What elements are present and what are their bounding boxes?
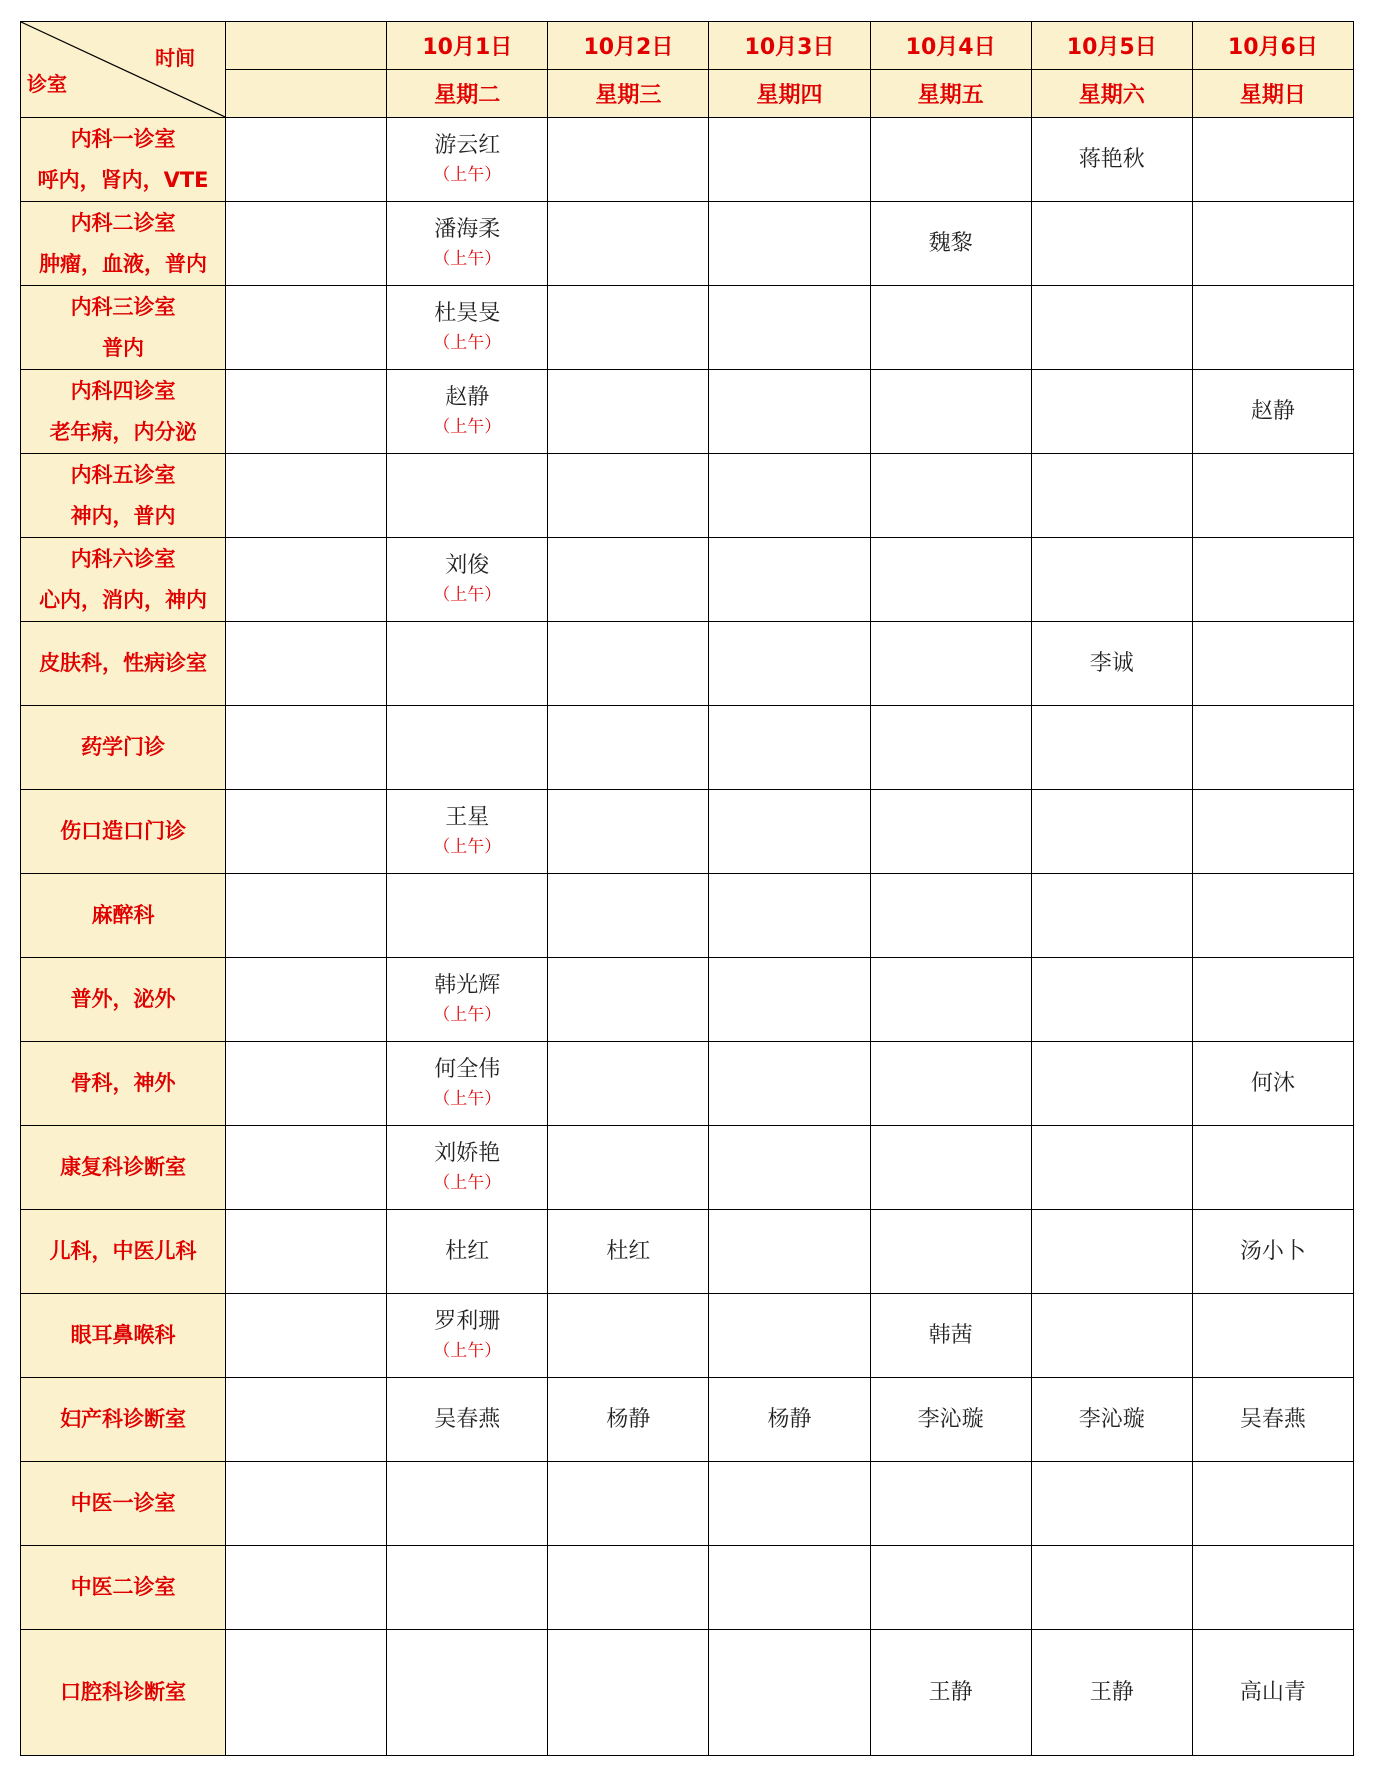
schedule-cell <box>1192 622 1353 706</box>
schedule-cell <box>1031 622 1192 706</box>
date-header: 10月2日 <box>548 22 709 70</box>
clinic-schedule-table <box>20 21 1354 1756</box>
schedule-cell <box>548 1630 709 1756</box>
schedule-cell <box>1031 1546 1192 1630</box>
schedule-cell <box>387 538 548 622</box>
weekday-header: 星期五 <box>870 70 1031 118</box>
schedule-cell <box>1192 454 1353 538</box>
schedule-cell <box>709 790 870 874</box>
schedule-cell <box>548 118 709 202</box>
schedule-cell <box>709 1378 870 1462</box>
schedule-cell <box>1192 118 1353 202</box>
schedule-cell <box>1031 454 1192 538</box>
session-note: （上午） <box>433 1172 502 1193</box>
blank-cell <box>226 370 387 454</box>
schedule-cell <box>387 1042 548 1126</box>
blank-cell <box>226 118 387 202</box>
doctor-name: 汤小卜 <box>1239 1238 1306 1264</box>
schedule-cell <box>387 1378 548 1462</box>
corner-time-label: 时间 <box>155 46 196 70</box>
session-note: （上午） <box>433 164 502 185</box>
schedule-cell <box>709 1294 870 1378</box>
table-row <box>21 1378 1354 1462</box>
schedule-cell <box>387 1210 548 1294</box>
schedule-cell <box>870 1210 1031 1294</box>
schedule-cell <box>870 874 1031 958</box>
schedule-cell <box>387 1126 548 1210</box>
schedule-cell <box>1192 538 1353 622</box>
blank-header-cell <box>226 70 387 118</box>
doctor-name: 王静 <box>928 1679 973 1705</box>
table-row <box>21 1546 1354 1630</box>
schedule-cell <box>870 538 1031 622</box>
blank-cell <box>226 538 387 622</box>
schedule-cell <box>870 1042 1031 1126</box>
table-row <box>21 1462 1354 1546</box>
schedule-cell <box>387 454 548 538</box>
room-name-cell <box>21 454 226 538</box>
doctor-name: 吴春燕 <box>434 1406 501 1432</box>
schedule-cell <box>1192 706 1353 790</box>
schedule-cell <box>1192 1378 1353 1462</box>
room-name-cell <box>21 1042 226 1126</box>
doctor-name: 何全伟 <box>434 1056 501 1082</box>
schedule-cell <box>709 454 870 538</box>
room-name-cell <box>21 286 226 370</box>
session-note: （上午） <box>433 248 502 269</box>
schedule-cell <box>548 958 709 1042</box>
schedule-cell <box>387 202 548 286</box>
room-name-cell <box>21 202 226 286</box>
table-row <box>21 370 1354 454</box>
doctor-name: 杨静 <box>767 1406 812 1432</box>
doctor-name: 王静 <box>1089 1679 1134 1705</box>
room-name-line: 妇产科诊断室 <box>60 1407 187 1431</box>
room-name-line: 内科五诊室 <box>70 462 176 487</box>
schedule-cell <box>387 370 548 454</box>
room-name-cell <box>21 1546 226 1630</box>
schedule-cell <box>548 1546 709 1630</box>
schedule-cell <box>1031 790 1192 874</box>
schedule-cell <box>870 1294 1031 1378</box>
schedule-cell <box>709 706 870 790</box>
doctor-name: 魏黎 <box>928 230 973 256</box>
schedule-cell <box>387 286 548 370</box>
schedule-cell <box>870 1462 1031 1546</box>
schedule-cell <box>709 1126 870 1210</box>
schedule-cell <box>1192 1630 1353 1756</box>
schedule-cell <box>709 202 870 286</box>
room-name-cell <box>21 1126 226 1210</box>
schedule-cell <box>1192 1546 1353 1630</box>
room-name-line: 康复科诊断室 <box>60 1155 187 1179</box>
date-header: 10月3日 <box>709 22 870 70</box>
room-name-cell <box>21 1294 226 1378</box>
room-name-line: 麻醉科 <box>91 903 155 927</box>
schedule-cell <box>1031 874 1192 958</box>
table-row <box>21 286 1354 370</box>
schedule-cell <box>1031 370 1192 454</box>
table-row <box>21 202 1354 286</box>
room-name-line: 内科二诊室 <box>70 210 176 235</box>
blank-cell <box>226 958 387 1042</box>
schedule-cell <box>1031 1462 1192 1546</box>
schedule-cell <box>387 1546 548 1630</box>
doctor-name: 杜红 <box>445 1238 490 1264</box>
schedule-cell <box>387 958 548 1042</box>
room-name-cell <box>21 790 226 874</box>
table-row <box>21 1294 1354 1378</box>
schedule-cell <box>1031 1042 1192 1126</box>
schedule-cell <box>1192 790 1353 874</box>
schedule-cell <box>548 874 709 958</box>
room-name-cell <box>21 370 226 454</box>
doctor-name: 李沁璇 <box>917 1406 984 1432</box>
blank-cell <box>226 1630 387 1756</box>
room-name-cell <box>21 958 226 1042</box>
room-name-line: 普内 <box>102 335 145 360</box>
table-row <box>21 706 1354 790</box>
schedule-cell <box>1192 1126 1353 1210</box>
date-header: 10月4日 <box>870 22 1031 70</box>
schedule-cell <box>870 1378 1031 1462</box>
schedule-cell <box>1031 1294 1192 1378</box>
schedule-cell <box>1031 1378 1192 1462</box>
room-name-line: 中医一诊室 <box>70 1491 176 1515</box>
room-name-line: 内科三诊室 <box>70 294 176 319</box>
room-name-cell <box>21 1210 226 1294</box>
schedule-cell <box>1031 1126 1192 1210</box>
schedule-cell <box>709 622 870 706</box>
room-name-line: 心内，消内，神内 <box>39 587 208 612</box>
table-row <box>21 622 1354 706</box>
schedule-cell <box>1192 1462 1353 1546</box>
schedule-cell <box>1192 286 1353 370</box>
schedule-cell <box>1192 874 1353 958</box>
session-note: （上午） <box>433 1088 502 1109</box>
schedule-cell <box>548 1462 709 1546</box>
doctor-name: 刘娇艳 <box>434 1140 501 1166</box>
blank-cell <box>226 1126 387 1210</box>
session-note: （上午） <box>433 332 502 353</box>
weekday-header: 星期二 <box>387 70 548 118</box>
room-name-line: 药学门诊 <box>81 735 166 759</box>
room-name-line: 内科一诊室 <box>70 126 176 151</box>
schedule-cell <box>387 1630 548 1756</box>
table-row <box>21 538 1354 622</box>
doctor-name: 王星 <box>445 804 490 830</box>
table-row <box>21 958 1354 1042</box>
room-name-cell <box>21 874 226 958</box>
blank-cell <box>226 1210 387 1294</box>
table-row <box>21 1126 1354 1210</box>
doctor-name: 赵静 <box>1250 398 1295 424</box>
schedule-cell <box>870 1546 1031 1630</box>
schedule-cell <box>1031 118 1192 202</box>
schedule-cell <box>548 622 709 706</box>
weekday-header: 星期日 <box>1192 70 1353 118</box>
table-row <box>21 1210 1354 1294</box>
blank-cell <box>226 1462 387 1546</box>
table-row <box>21 874 1354 958</box>
room-name-line: 普外，泌外 <box>70 987 176 1011</box>
doctor-name: 杜红 <box>606 1238 651 1264</box>
schedule-cell <box>548 1378 709 1462</box>
blank-cell <box>226 874 387 958</box>
blank-cell <box>226 202 387 286</box>
blank-cell <box>226 622 387 706</box>
room-name-line: 肿瘤，血液，普内 <box>39 251 208 276</box>
date-header: 10月5日 <box>1031 22 1192 70</box>
doctor-name: 高山青 <box>1239 1679 1306 1705</box>
schedule-cell <box>870 622 1031 706</box>
schedule-cell <box>387 706 548 790</box>
schedule-cell <box>870 370 1031 454</box>
schedule-cell <box>1192 1042 1353 1126</box>
schedule-cell <box>709 118 870 202</box>
corner-room-label: 诊室 <box>27 72 67 96</box>
schedule-cell <box>870 790 1031 874</box>
schedule-cell <box>870 1126 1031 1210</box>
blank-cell <box>226 1546 387 1630</box>
corner-header-cell <box>21 22 226 118</box>
schedule-cell <box>709 1210 870 1294</box>
session-note: （上午） <box>433 1340 502 1361</box>
doctor-name: 潘海柔 <box>434 216 501 242</box>
schedule-cell <box>1031 958 1192 1042</box>
schedule-cell <box>1192 1210 1353 1294</box>
blank-cell <box>226 790 387 874</box>
schedule-cell <box>1031 202 1192 286</box>
schedule-cell <box>1031 1630 1192 1756</box>
session-note: （上午） <box>433 836 502 857</box>
blank-cell <box>226 1294 387 1378</box>
doctor-name: 蒋艳秋 <box>1078 146 1145 172</box>
room-name-cell <box>21 1630 226 1756</box>
schedule-cell <box>709 1546 870 1630</box>
schedule-cell <box>548 1126 709 1210</box>
date-header-row <box>21 22 1354 70</box>
schedule-cell <box>1192 958 1353 1042</box>
table-row <box>21 790 1354 874</box>
schedule-cell <box>709 286 870 370</box>
room-name-line: 老年病，内分泌 <box>49 419 197 444</box>
schedule-cell <box>548 286 709 370</box>
schedule-cell <box>1192 1294 1353 1378</box>
doctor-name: 李沁璇 <box>1078 1406 1145 1432</box>
schedule-cell <box>548 1042 709 1126</box>
room-name-line: 儿科，中医儿科 <box>49 1239 197 1263</box>
room-name-cell <box>21 622 226 706</box>
room-name-line: 内科六诊室 <box>70 546 176 571</box>
schedule-cell <box>548 454 709 538</box>
schedule-cell <box>1031 706 1192 790</box>
table-row <box>21 1630 1354 1756</box>
room-name-line: 骨科，神外 <box>70 1071 176 1095</box>
blank-cell <box>226 706 387 790</box>
schedule-cell <box>709 874 870 958</box>
doctor-name: 何沐 <box>1250 1070 1295 1096</box>
schedule-cell <box>548 1294 709 1378</box>
session-note: （上午） <box>433 416 502 437</box>
room-name-line: 中医二诊室 <box>70 1575 176 1599</box>
schedule-cell <box>548 370 709 454</box>
schedule-cell <box>387 790 548 874</box>
room-name-cell <box>21 706 226 790</box>
date-header: 10月6日 <box>1192 22 1353 70</box>
schedule-cell <box>709 1042 870 1126</box>
doctor-name: 李诚 <box>1089 650 1134 676</box>
schedule-cell <box>870 202 1031 286</box>
session-note: （上午） <box>433 1004 502 1025</box>
doctor-name: 杨静 <box>606 1406 651 1432</box>
blank-cell <box>226 1378 387 1462</box>
room-name-cell <box>21 1378 226 1462</box>
table-row <box>21 454 1354 538</box>
schedule-cell <box>387 622 548 706</box>
schedule-cell <box>387 118 548 202</box>
schedule-cell <box>387 874 548 958</box>
room-name-cell <box>21 1462 226 1546</box>
schedule-cell <box>1192 370 1353 454</box>
room-name-line: 神内，普内 <box>70 503 176 528</box>
blank-header-cell <box>226 22 387 70</box>
room-name-line: 内科四诊室 <box>70 378 176 403</box>
schedule-cell <box>1031 538 1192 622</box>
doctor-name: 游云红 <box>434 132 501 158</box>
schedule-cell <box>548 202 709 286</box>
weekday-header: 星期三 <box>548 70 709 118</box>
room-name-line: 呼内，肾内，VTE <box>37 167 209 192</box>
schedule-cell <box>709 370 870 454</box>
room-name-cell <box>21 118 226 202</box>
table-row <box>21 118 1354 202</box>
schedule-cell <box>870 118 1031 202</box>
room-name-line: 口腔科诊断室 <box>60 1680 187 1704</box>
doctor-name: 韩茜 <box>928 1322 973 1348</box>
schedule-cell <box>709 958 870 1042</box>
schedule-cell <box>548 538 709 622</box>
schedule-cell <box>1192 202 1353 286</box>
table-row <box>21 1042 1354 1126</box>
schedule-cell <box>1031 286 1192 370</box>
schedule-cell <box>870 706 1031 790</box>
schedule-cell <box>709 1462 870 1546</box>
blank-cell <box>226 1042 387 1126</box>
schedule-cell <box>1031 1210 1192 1294</box>
session-note: （上午） <box>433 584 502 605</box>
schedule-cell <box>709 538 870 622</box>
schedule-cell <box>387 1462 548 1546</box>
doctor-name: 罗利珊 <box>434 1308 501 1334</box>
schedule-cell <box>870 286 1031 370</box>
doctor-name: 刘俊 <box>445 552 490 578</box>
doctor-name: 杜昊旻 <box>434 300 501 326</box>
room-name-line: 眼耳鼻喉科 <box>70 1323 176 1347</box>
doctor-name: 赵静 <box>445 384 490 410</box>
schedule-cell <box>709 1630 870 1756</box>
room-name-line: 皮肤科，性病诊室 <box>39 651 208 675</box>
schedule-cell <box>870 1630 1031 1756</box>
schedule-cell <box>548 1210 709 1294</box>
room-name-line: 伤口造口门诊 <box>60 819 187 843</box>
schedule-cell <box>387 1294 548 1378</box>
doctor-name: 吴春燕 <box>1239 1406 1306 1432</box>
date-header: 10月1日 <box>387 22 548 70</box>
schedule-cell <box>870 454 1031 538</box>
doctor-name: 韩光辉 <box>434 972 501 998</box>
room-name-cell <box>21 538 226 622</box>
weekday-header: 星期六 <box>1031 70 1192 118</box>
schedule-cell <box>548 790 709 874</box>
blank-cell <box>226 454 387 538</box>
schedule-cell <box>870 958 1031 1042</box>
weekday-header: 星期四 <box>709 70 870 118</box>
schedule-cell <box>548 706 709 790</box>
blank-cell <box>226 286 387 370</box>
